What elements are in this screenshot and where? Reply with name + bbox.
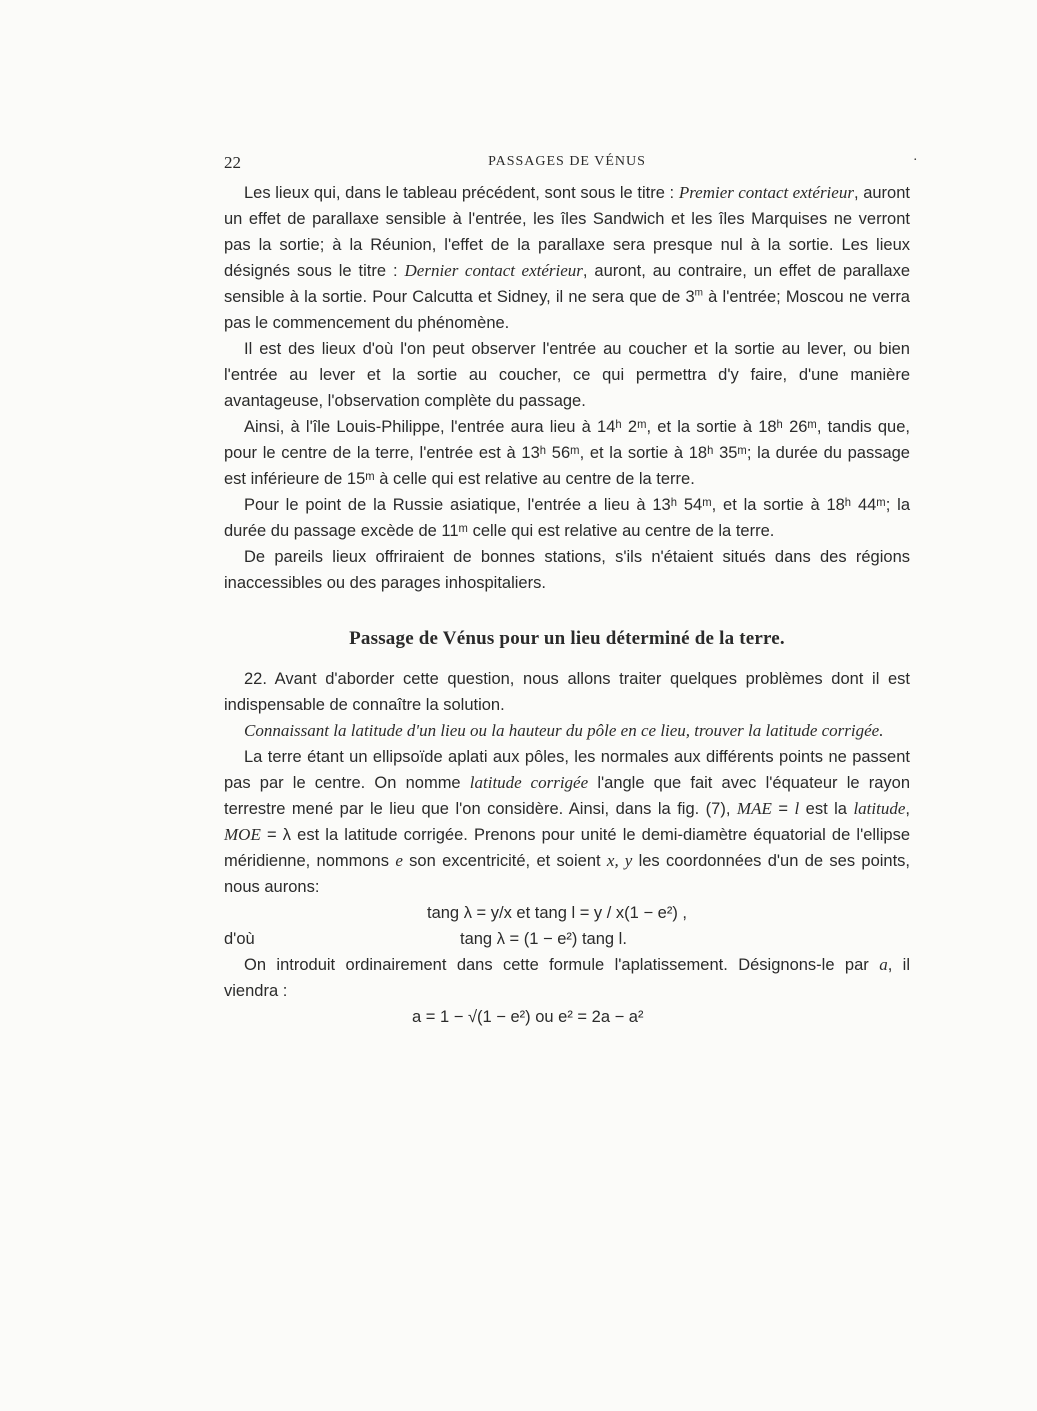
formula-3: [224, 1004, 910, 1030]
formula-3-text: a = 1 − √(1 − e²) ou e² = 2a − a²: [412, 1008, 644, 1026]
p1-superscript: m: [694, 287, 703, 299]
paragraph-8: [224, 744, 910, 900]
p8-italic-5: MOE: [224, 825, 261, 844]
formula-2: [224, 926, 910, 952]
p9-text-b: , il viendra :: [224, 956, 911, 1000]
p8-text-c: =: [771, 800, 795, 818]
p8-text-b: l'angle que fait avec l'équateur le rayon terrestre mené par le lieu que l'on considère. Ainsi, dans la fig. (7),: [224, 774, 910, 818]
paragraph-2: Il est des lieux d'où l'on peut observer l'entrée au coucher et la sortie au lever, ou bien l'entrée au lever et la sortie au coucher, ce qui permettra d'y faire, d'une manière avantageuse, l'observation complète du passage.: [224, 340, 910, 410]
paragraph-6: 22. Avant d'aborder cette question, nous allons traiter quelques problèmes dont il est indispensable de connaître la solution.: [224, 670, 910, 714]
paragraph-3: Ainsi, à l'île Louis-Philippe, l'entrée aura lieu à 14ʰ 2ᵐ, et la sortie à 18ʰ 26ᵐ, tandis que, pour le centre de la terre, l'entrée est à 13ʰ 56ᵐ, et la sortie à 18ʰ 35ᵐ; la durée du passage est inférieure de 15ᵐ à celle qui est relative au centre de la terre.: [224, 418, 910, 488]
page-number: 22: [224, 153, 241, 172]
p8-text-g: son excentricité, et soient: [402, 852, 607, 870]
head-dot: .: [913, 149, 918, 164]
p8-italic-6: e: [395, 851, 403, 870]
paragraph-7: [224, 718, 910, 744]
running-head: [224, 149, 918, 173]
paragraph-9: [224, 952, 910, 1004]
p7-italic: Connaissant la latitude d'un lieu ou la hauteur du pôle en ce lieu, trouver la latitude corrigée.: [244, 721, 884, 740]
formula-2-text: tang λ = (1 − e²) tang l.: [460, 930, 627, 948]
p8-italic-2: MAE: [736, 799, 772, 818]
p1-text-c: , auront, au contraire, un effet de parallaxe sensible à la sortie. Pour Calcutta et Sidney, il ne sera que de 3: [224, 262, 910, 306]
p1-text-a: Les lieux qui, dans le tableau précédent, sont sous le titre :: [244, 184, 679, 202]
formula-2-label: d'où: [224, 930, 255, 948]
p8-text-e: ,: [905, 800, 910, 818]
p1-italic-1: Premier contact extérieur: [678, 183, 854, 202]
p8-italic-1: latitude corrigée: [469, 773, 589, 792]
section-heading: Passage de Vénus pour un lieu déterminé de la terre.: [349, 628, 785, 649]
paragraph-5: De pareils lieux offriraient de bonnes stations, s'ils n'étaient situés dans des régions inaccessibles ou des parages inhospitaliers.: [224, 548, 910, 592]
p8-text-f: = λ est la latitude corrigée. Prenons pour unité le demi-diamètre équatorial de l'ellipse méridienne, nommons: [224, 826, 910, 870]
p8-italic-3: l: [794, 799, 800, 818]
formula-1: [224, 900, 910, 926]
paragraph-1: [224, 180, 910, 336]
p8-italic-7: x, y: [606, 851, 633, 870]
p1-italic-2: Dernier contact extérieur: [404, 261, 583, 280]
p1-text-b: , auront un effet de parallaxe sensible à l'entrée, les îles Sandwich et les îles Marquises ne verront pas la sortie; à la Réunion, l'effet de la parallaxe sera presque nul à la sortie. Les lieux désignés sous le titre :: [224, 184, 910, 280]
running-title: PASSAGES DE VÉNUS: [488, 154, 646, 169]
p1-text-d: à l'entrée; Moscou ne verra pas le commencement du phénomène.: [224, 288, 910, 332]
p8-text-d: est la: [799, 800, 854, 818]
p8-italic-4: latitude: [853, 799, 906, 818]
p8-text-a: La terre étant un ellipsoïde aplati aux pôles, les normales aux différents points ne passent pas par le centre. On nomme: [224, 748, 910, 792]
formula-1-text: tang λ = y/x et tang l = y / x(1 − e²) ,: [427, 904, 687, 922]
p9-italic: a: [879, 955, 888, 974]
p9-text-a: On introduit ordinairement dans cette formule l'aplatissement. Désignons-le par: [244, 956, 880, 974]
paragraph-4: Pour le point de la Russie asiatique, l'entrée a lieu à 13ʰ 54ᵐ, et la sortie à 18ʰ 44ᵐ; la durée du passage excède de 11ᵐ celle qui est relative au centre de la terre.: [224, 496, 910, 540]
p8-text-h: les coordonnées d'un de ses points, nous aurons:: [224, 852, 911, 896]
body-text: [224, 180, 910, 1030]
